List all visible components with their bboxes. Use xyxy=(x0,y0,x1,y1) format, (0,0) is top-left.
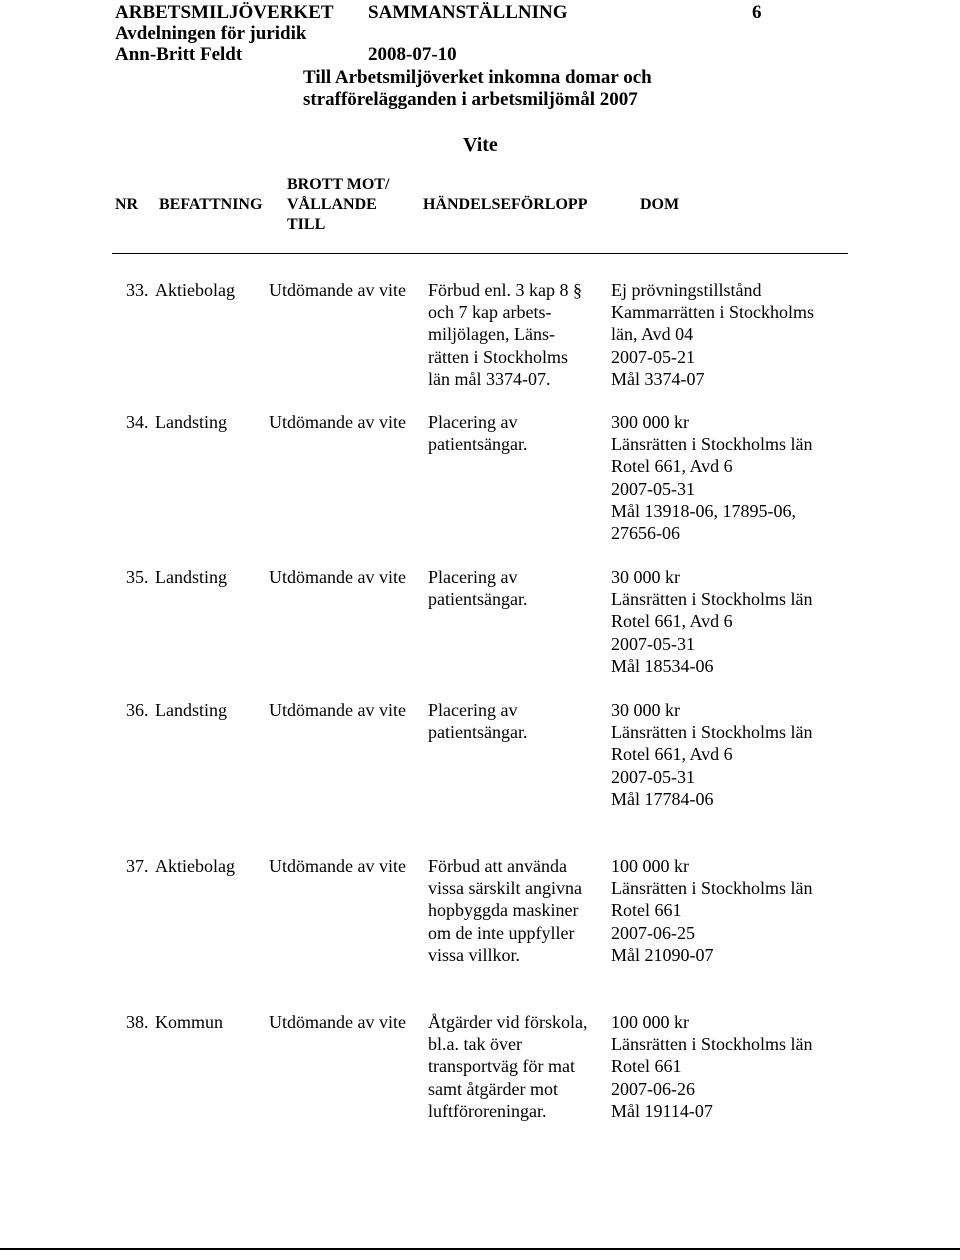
header-divider xyxy=(112,253,848,254)
row-befattning: Aktiebolag xyxy=(155,856,235,876)
dom-line: 2007-06-25 xyxy=(611,922,695,943)
dom-line: 27656-06 xyxy=(611,523,680,544)
handelse-line: patientsängar. xyxy=(428,722,528,743)
dom-line: Mål 13918-06, 17895-06, xyxy=(611,500,796,521)
column-header-dom: DOM xyxy=(640,196,680,213)
column-header-nr: NR xyxy=(115,196,139,213)
handelse-line: län mål 3374-07. xyxy=(428,368,551,389)
row-befattning: Landsting xyxy=(155,567,227,587)
column-header-befattning: BEFATTNING xyxy=(159,196,263,213)
category-title: Vite xyxy=(463,134,498,156)
dom-line: Länsrätten i Stockholms län xyxy=(611,722,813,743)
dom-line: Länsrätten i Stockholms län xyxy=(611,434,813,455)
dom-line: Rotel 661, Avd 6 xyxy=(611,611,733,632)
handelse-line: rätten i Stockholms xyxy=(428,346,568,367)
author: Ann-Britt Feldt xyxy=(115,44,243,65)
dom-line: Mål 3374-07 xyxy=(611,368,705,389)
dom-line: län, Avd 04 xyxy=(611,324,694,345)
handelse-line: patientsängar. xyxy=(428,434,528,455)
row-handelseforlopp xyxy=(428,1011,587,1122)
department: Avdelningen för juridik xyxy=(115,23,307,44)
dom-line: Kammarrätten i Stockholms xyxy=(611,302,814,323)
row-befattning: Landsting xyxy=(155,700,227,720)
handelse-line: miljölagen, Läns- xyxy=(428,324,555,345)
dom-line: Mål 19114-07 xyxy=(611,1100,713,1121)
row-dom xyxy=(611,1011,812,1122)
row-brott: Utdömande av vite xyxy=(269,280,406,300)
subtitle-line-2: strafförelägganden i arbetsmiljömål 2007 xyxy=(303,89,638,110)
dom-line: Länsrätten i Stockholms län xyxy=(611,589,813,610)
row-number: 34. xyxy=(126,412,149,432)
row-number: 35. xyxy=(126,567,149,587)
dom-line: Mål 17784-06 xyxy=(611,788,714,809)
handelse-line: bl.a. tak över xyxy=(428,1034,522,1055)
row-dom xyxy=(611,566,812,677)
row-brott: Utdömande av vite xyxy=(269,1012,406,1032)
column-header-handelseforlopp: HÄNDELSEFÖRLOPP xyxy=(423,196,588,213)
row-handelseforlopp xyxy=(428,566,527,610)
dom-line: 300 000 kr xyxy=(611,412,689,432)
row-handelseforlopp xyxy=(428,855,582,966)
dom-line: Mål 21090-07 xyxy=(611,944,714,965)
row-befattning: Kommun xyxy=(155,1012,224,1032)
handelse-line: Förbud enl. 3 kap 8 § xyxy=(428,280,582,300)
row-dom xyxy=(611,855,812,966)
row-number: 37. xyxy=(126,856,149,876)
handelse-line: Förbud att använda xyxy=(428,856,567,876)
dom-line: 100 000 kr xyxy=(611,856,689,876)
document-date: 2008-07-10 xyxy=(368,44,457,65)
dom-line: 2007-05-31 xyxy=(611,766,695,787)
dom-line: 2007-05-31 xyxy=(611,478,695,499)
subtitle-line-1: Till Arbetsmiljöverket inkomna domar och xyxy=(303,67,652,88)
handelse-line: Placering av xyxy=(428,567,518,587)
handelse-line: Åtgärder vid förskola, xyxy=(428,1012,588,1032)
row-number: 38. xyxy=(126,1012,149,1032)
row-dom xyxy=(611,279,814,390)
column-header-brott-line: TILL xyxy=(287,216,326,233)
dom-line: Ej prövningstillstånd xyxy=(611,280,762,300)
dom-line: Rotel 661, Avd 6 xyxy=(611,744,733,765)
handelse-line: hopbyggda maskiner xyxy=(428,900,579,921)
dom-line: 100 000 kr xyxy=(611,1012,689,1032)
row-befattning: Aktiebolag xyxy=(155,280,235,300)
row-dom xyxy=(611,411,812,544)
dom-line: 2007-05-31 xyxy=(611,633,695,654)
dom-line: 2007-05-21 xyxy=(611,346,695,367)
handelse-line: samt åtgärder mot xyxy=(428,1078,558,1099)
column-header-brott-line: BROTT MOT/ xyxy=(287,176,390,193)
dom-line: Mål 18534-06 xyxy=(611,655,714,676)
row-brott: Utdömande av vite xyxy=(269,700,406,720)
document-type: SAMMANSTÄLLNING xyxy=(368,2,568,23)
row-befattning: Landsting xyxy=(155,412,227,432)
handelse-line: vissa villkor. xyxy=(428,944,521,965)
row-number: 33. xyxy=(126,280,149,300)
handelse-line: Placering av xyxy=(428,412,518,432)
column-header-brott xyxy=(287,175,417,235)
dom-line: Rotel 661 xyxy=(611,900,682,921)
column-header-brott-line: VÅLLANDE xyxy=(287,196,377,213)
row-brott: Utdömande av vite xyxy=(269,412,406,432)
handelse-line: och 7 kap arbets- xyxy=(428,302,552,323)
org-name: ARBETSMILJÖVERKET xyxy=(115,2,334,23)
dom-line: Länsrätten i Stockholms län xyxy=(611,878,813,899)
handelse-line: transportväg för mat xyxy=(428,1056,575,1077)
dom-line: 30 000 kr xyxy=(611,700,680,720)
footer-divider xyxy=(0,1248,960,1250)
dom-line: Länsrätten i Stockholms län xyxy=(611,1034,813,1055)
dom-line: Rotel 661, Avd 6 xyxy=(611,456,733,477)
handelse-line: vissa särskilt angivna xyxy=(428,878,582,899)
handelse-line: luftföroreningar. xyxy=(428,1100,547,1121)
page-number: 6 xyxy=(752,2,762,23)
handelse-line: om de inte uppfyller xyxy=(428,922,575,943)
row-handelseforlopp xyxy=(428,699,527,743)
row-dom xyxy=(611,699,812,810)
row-handelseforlopp xyxy=(428,279,582,390)
handelse-line: patientsängar. xyxy=(428,589,528,610)
row-brott: Utdömande av vite xyxy=(269,567,406,587)
row-brott: Utdömande av vite xyxy=(269,856,406,876)
row-handelseforlopp xyxy=(428,411,527,455)
row-number: 36. xyxy=(126,700,149,720)
dom-line: 2007-06-26 xyxy=(611,1078,695,1099)
handelse-line: Placering av xyxy=(428,700,518,720)
dom-line: Rotel 661 xyxy=(611,1056,682,1077)
dom-line: 30 000 kr xyxy=(611,567,680,587)
